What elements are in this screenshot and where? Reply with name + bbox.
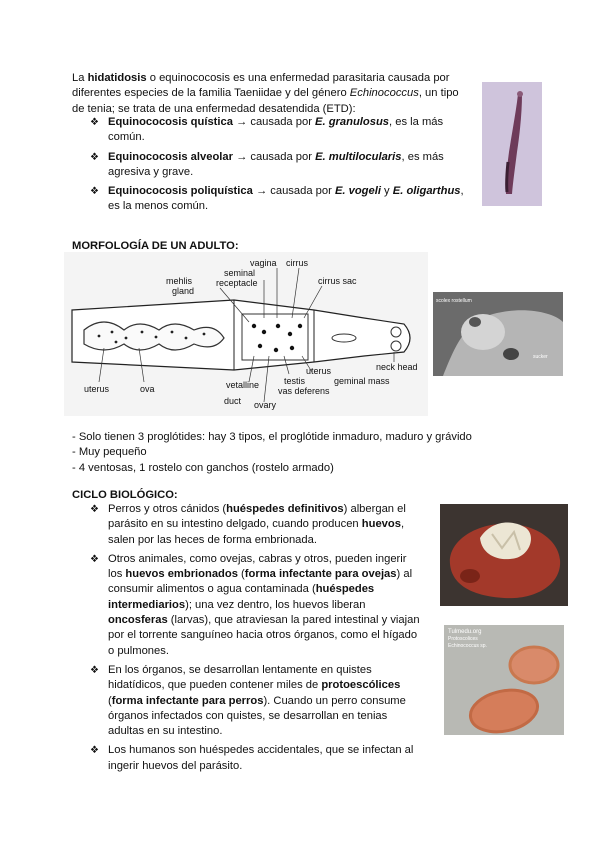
morphology-heading: MORFOLOGÍA DE UN ADULTO: <box>72 240 239 252</box>
bullet-icon: ❖ <box>90 151 99 163</box>
protoscolex-micrograph <box>444 625 564 735</box>
note-line: - Muy pequeño <box>72 446 147 459</box>
label-ova: ova <box>140 384 155 394</box>
label-mehlis: mehlis <box>166 276 193 286</box>
micro-caption-line1: Tulmedu.org <box>448 629 482 635</box>
list-item: ❖ Equinococosis alveolar → causada por E. multilocularis, es más agresiva y grave. <box>90 150 444 178</box>
list-item: ❖ Equinococosis quística → causada por E. granulosus, es la más común. <box>90 116 444 144</box>
label-ovary: ovary <box>254 400 277 410</box>
label-uterus-left: uterus <box>84 384 110 394</box>
morphology-notes <box>72 430 532 476</box>
cycle-list <box>90 502 420 778</box>
scolex-label-sucker: sucker <box>533 354 548 360</box>
bullet-icon: ❖ <box>90 117 99 128</box>
scolex-label-rostellum: scolex rostellum <box>436 298 472 304</box>
species-list <box>90 115 474 219</box>
adult-morphology-diagram <box>64 252 428 416</box>
intro-paragraph: La hidatidosis o equinococosis es una enfermedad parasitaria causada por diferentes especies de la familia Taeniidae y del género Echinococcus, un tipo de tenia; se trata de una enfermedad desatendida (ETD): <box>72 72 459 115</box>
liver-cyst-photo <box>440 504 568 606</box>
label-receptacle: receptacle <box>216 278 258 288</box>
label-duct: duct <box>224 396 242 406</box>
bullet-icon: ❖ <box>90 664 99 676</box>
label-vas-deferens: vas deferens <box>278 386 330 396</box>
list-item: ❖ Equinococosis poliquística → causada por E. vogeli y E. oligarthus, es la menos común. <box>90 185 464 213</box>
scolex-micrograph <box>433 292 563 376</box>
bullet-icon: ❖ <box>90 745 99 757</box>
micro-caption-line3: Echinococcus sp. <box>448 643 487 649</box>
label-gland: gland <box>172 286 195 296</box>
label-cirrus: cirrus <box>286 258 308 268</box>
cycle-heading: CICLO BIOLÓGICO: <box>72 489 178 501</box>
bullet-icon: ❖ <box>90 186 99 198</box>
bullet-icon: ❖ <box>90 553 99 565</box>
note-line: - Solo tienen 3 proglótides: hay 3 tipos, el proglótide inmaduro, maduro y grávido <box>72 431 472 443</box>
tapeworm-photo <box>482 82 542 206</box>
note-line: - 4 ventosas, 1 rostelo con ganchos (rostelo armado) <box>72 461 334 474</box>
micro-caption-line2: Protoscolices <box>448 636 478 642</box>
label-uterus-right: uterus <box>306 366 332 376</box>
bullet-icon: ❖ <box>90 504 99 515</box>
label-neck-head: neck head <box>376 362 418 372</box>
label-vagina: vagina <box>250 258 277 268</box>
label-seminal: seminal <box>224 268 256 278</box>
list-item: ❖ Otros animales, como ovejas, cabras y otros, pueden ingerir los huevos embrionados (forma infectante para ovejas) al consumir alimentos o agua contaminada (huéspedes intermediarios); una vez dentro, los huevos liberan oncosferas (larvas), que atraviesan la pared intestinal y viajan por el torrente sanguíneo hacia otros órganos, como el hígado o pulmones. <box>90 552 420 657</box>
list-item: ❖ Perros y otros cánidos (huéspedes definitivos) albergan el parásito en su intestino delgado, cuando producen huevos, salen por las heces de forma embrionada. <box>90 503 406 546</box>
label-vetalline: vetalline <box>226 380 260 390</box>
label-geminal-mass: geminal mass <box>334 376 390 386</box>
label-testis: testis <box>284 376 306 386</box>
label-cirrus-sac: cirrus sac <box>318 276 357 286</box>
list-item: ❖ Los humanos son huéspedes accidentales, que se infectan al ingerir huevos del parásito. <box>90 744 414 772</box>
list-item: ❖ En los órganos, se desarrollan lentamente en quistes hidatídicos, que pueden contener miles de protoescólices (forma infectante para perros). Cuando un perro consume órganos infectados con quistes, se desarrollan en tenias adultas en su intestino. <box>90 663 406 738</box>
